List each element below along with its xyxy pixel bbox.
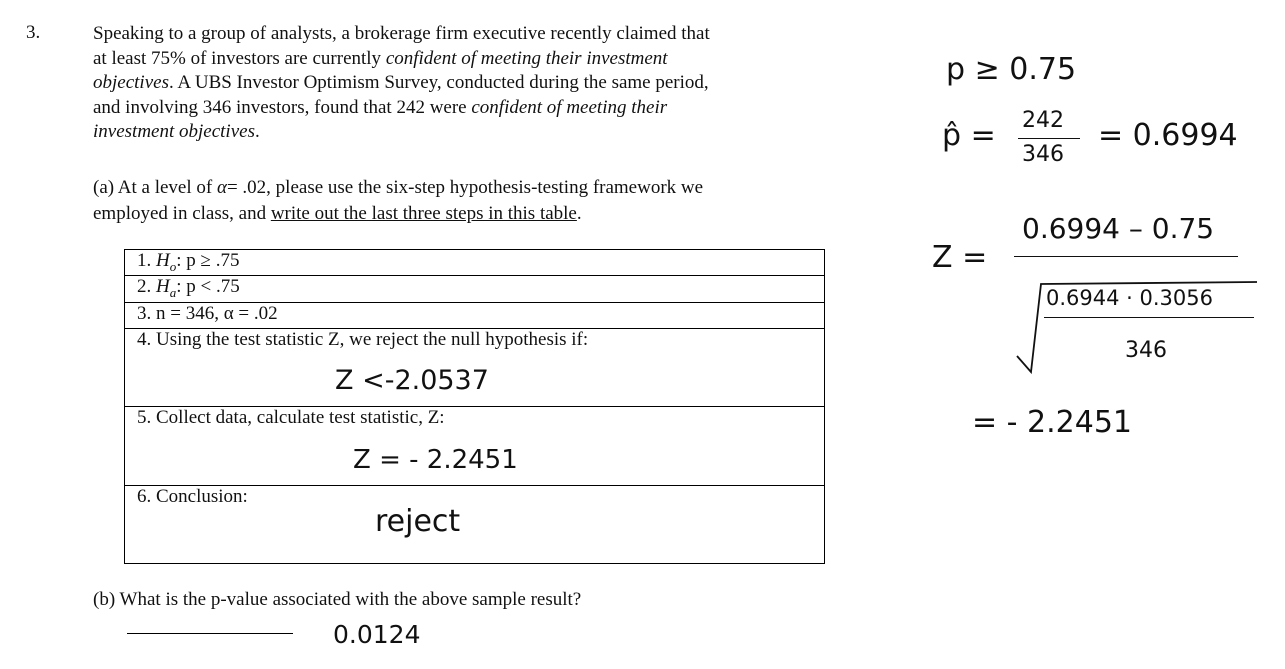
question-line-1 [93,22,823,47]
handwritten-phat-label: p̂ = [942,118,996,153]
handwritten-phat-value: = 0.6994 [1098,118,1238,153]
question-line-4 [93,96,823,121]
text-italic: objectives [93,72,169,93]
conclusion-label: 6. Conclusion: [137,486,248,507]
handwritten-p-value: 0.0124 [333,620,421,649]
handwritten-radicand-numerator: 0.6944 · 0.3056 [1046,286,1213,310]
table-row-1 [125,250,824,276]
question-paragraph [93,22,823,145]
handwritten-phat-denominator: 346 [1022,142,1064,167]
text: at least 75% of investors are currently [93,47,386,69]
table-row-4 [125,329,824,407]
alt-hypothesis [137,276,240,301]
handwritten-z-result: = - 2.2451 [972,405,1133,440]
text: : p ≥ .75 [176,250,240,271]
table-row-5 [125,407,824,486]
text: (a) At a level of [93,177,217,198]
text: . [576,203,582,224]
radicand-fraction-bar [1044,317,1254,318]
phat-fraction-bar [1018,138,1080,139]
handwritten-conclusion: reject [375,504,461,539]
answer-blank-line [127,633,293,634]
handwritten-hypothesis: p ≥ 0.75 [946,52,1077,87]
sample-size-alpha: 3. n = 346, α = .02 [137,303,278,324]
question-line-5 [93,120,823,145]
text: employed in class, and [93,203,271,224]
table-row-3 [125,303,824,329]
alpha-symbol: α [216,177,227,198]
test-statistic-label: 5. Collect data, calculate test statistic, Z: [137,407,445,428]
question-number: 3. [26,22,41,43]
part-a-line-2 [93,201,833,227]
text-italic: confident of meeting their investment [385,47,668,69]
question-line-3 [93,71,823,96]
text: H [156,276,170,297]
table-row-6 [125,486,824,563]
table-row-2 [125,276,824,303]
text: : p < .75 [176,276,240,297]
null-hypothesis [137,250,239,275]
text: 2. [137,276,156,297]
handwritten-phat-numerator: 242 [1022,108,1064,133]
handwritten-test-statistic: Z = - 2.2451 [353,445,518,475]
text: o [169,258,177,274]
hypothesis-table [124,249,825,564]
part-b-prompt: (b) What is the p-value associated with the above sample result? [93,589,582,610]
z-fraction-bar [1014,256,1238,257]
text: H [156,250,170,271]
text: = .02, please use the six-step hypothesis-testing framework we [226,177,704,198]
handwritten-radicand-denominator: 346 [1125,338,1167,363]
handwritten-z-label: Z = [932,240,988,275]
text: . [254,121,260,142]
handwritten-rejection-rule: Z <-2.0537 [335,365,489,396]
part-a-prompt [93,175,833,227]
question-line-2 [93,47,823,72]
text: . A UBS Investor Optimism Survey, conducted during the same period, [168,72,709,93]
part-a-line-1 [93,175,833,201]
rejection-rule-label: 4. Using the test statistic Z, we reject the null hypothesis if: [137,329,589,350]
text-italic: confident of meeting their [471,96,668,118]
underlined-text: write out the last three steps in this table [270,203,577,224]
text-italic: investment objectives [93,121,255,142]
text: Speaking to a group of analysts, a brokerage firm executive recently claimed that [93,23,710,44]
text: a [169,284,177,300]
text: and involving 346 investors, found that 242 were [93,96,472,118]
handwritten-z-numerator: 0.6994 – 0.75 [1022,212,1215,245]
text: 1. [137,250,156,271]
